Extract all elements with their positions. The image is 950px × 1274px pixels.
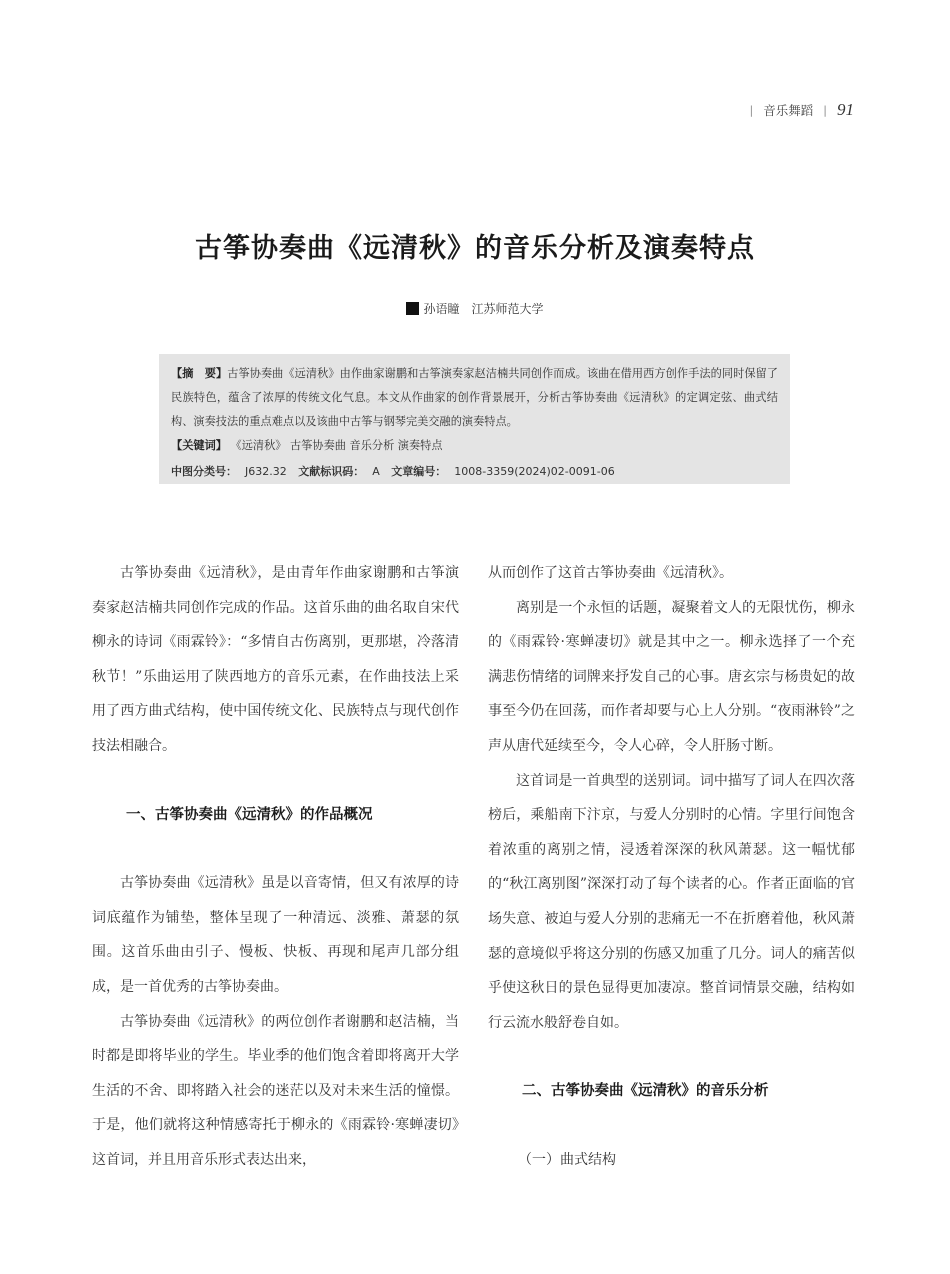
subsection-heading: （一）曲式结构 bbox=[518, 1151, 616, 1168]
doc-code-value: A bbox=[372, 465, 380, 478]
abstract-box bbox=[159, 354, 790, 484]
body-paragraph: 古筝协奏曲《远清秋》，是由青年作曲家谢鹏和古筝演奏家赵洁楠共同创作完成的作品。这首乐曲的曲名取自宋代柳永的诗词《雨霖铃》：“多情自古伤离别，更那堪，冷落清秋节！”乐曲运用了陕西地方的音乐元素，在作曲技法上采用了西方曲式结构，使中国传统文化、民族特点与现代创作技法相融合。 bbox=[92, 565, 459, 754]
keywords-text: 《远清秋》 古筝协奏曲 音乐分析 演奏特点 bbox=[230, 439, 443, 452]
page-number: 91 bbox=[837, 100, 854, 119]
body-column-right bbox=[488, 556, 855, 1178]
classification-line bbox=[171, 460, 778, 484]
doc-code-label: 文献标识码： bbox=[298, 465, 365, 478]
body-column-left bbox=[92, 556, 459, 1178]
running-header bbox=[750, 100, 854, 120]
journal-section: 音乐舞蹈 bbox=[763, 103, 814, 118]
abstract-text: 古筝协奏曲《远清秋》由作曲家谢鹏和古筝演奏家赵洁楠共同创作而成。该曲在借用西方创作手法的同时保留了民族特色，蕴含了浓厚的传统文化气息。本文从作曲家的创作背景展开，分析古筝协奏曲《远清秋》的定调定弦、曲式结构、演奏技法的重点难点以及该曲中古筝与钢琴完美交融的演奏特点。 bbox=[171, 367, 778, 428]
keywords-label: 【关键词】 bbox=[171, 439, 227, 452]
article-no-value: 1008-3359(2024)02-0091-06 bbox=[454, 465, 615, 478]
header-divider: | bbox=[823, 103, 827, 117]
abstract bbox=[171, 362, 778, 434]
author-name: 孙语瞳 bbox=[423, 302, 460, 316]
keywords bbox=[171, 434, 778, 458]
section-heading-2: 二、古筝协奏曲《远清秋》的音乐分析 bbox=[522, 1083, 769, 1100]
article-title: 古筝协奏曲《远清秋》的音乐分析及演奏特点 bbox=[195, 233, 755, 264]
header-divider: | bbox=[749, 103, 754, 117]
body-paragraph: 从而创作了这首古筝协奏曲《远清秋》。 bbox=[488, 565, 733, 581]
body-paragraph: 古筝协奏曲《远清秋》虽是以音寄情，但又有浓厚的诗词底蕴作为铺垫，整体呈现了一种清远、淡雅、萧瑟的氛围。这首乐曲由引子、慢板、快板、再现和尾声几部分组成，是一首优秀的古筝协奏曲。 bbox=[92, 875, 459, 995]
clc-label: 中图分类号： bbox=[171, 465, 237, 478]
article-no-label: 文章编号： bbox=[391, 465, 447, 478]
author-marker-icon bbox=[406, 302, 419, 315]
body-paragraph: 古筝协奏曲《远清秋》的两位创作者谢鹏和赵洁楠，当时都是即将毕业的学生。毕业季的他们饱含着即将离开大学生活的不舍、即将踏入社会的迷茫以及对未来生活的憧憬。于是，他们就将这种情感寄托于柳永的《雨霖铃·寒蝉凄切》这首词，并且用音乐形式表达出来， bbox=[92, 1013, 459, 1168]
body-paragraph: 离别是一个永恒的话题，凝聚着文人的无限忧伤，柳永的《雨霖铃·寒蝉凄切》就是其中之一。柳永选择了一个充满悲伤情绪的词牌来抒发自己的心事。唐玄宗与杨贵妃的故事至今仍在回荡，而作者却要与心上人分别。“夜雨淋铃”之声从唐代延续至今，令人心碎，令人肝肠寸断。 bbox=[488, 599, 855, 754]
author-line bbox=[0, 300, 950, 317]
body-paragraph: 这首词是一首典型的送别词。词中描写了词人在四次落榜后，乘船南下汴京，与爱人分别时的心情。字里行间饱含着浓重的离别之情，浸透着深深的秋风萧瑟。这一幅忧郁的“秋江离别图”深深打动了每个读者的心。作者正面临的官场失意、被迫与爱人分别的悲痛无一不在折磨着他，秋风萧瑟的意境似乎将这分别的伤感又加重了几分。词人的痛苦似乎使这秋日的景色显得更加凄凉。整首词情景交融，结构如行云流水般舒卷自如。 bbox=[488, 772, 855, 1031]
clc-value: J632.32 bbox=[245, 465, 287, 478]
section-heading-1: 一、古筝协奏曲《远清秋》的作品概况 bbox=[126, 806, 373, 823]
author-affiliation: 江苏师范大学 bbox=[471, 302, 544, 316]
abstract-label: 【摘 要】 bbox=[171, 367, 228, 380]
